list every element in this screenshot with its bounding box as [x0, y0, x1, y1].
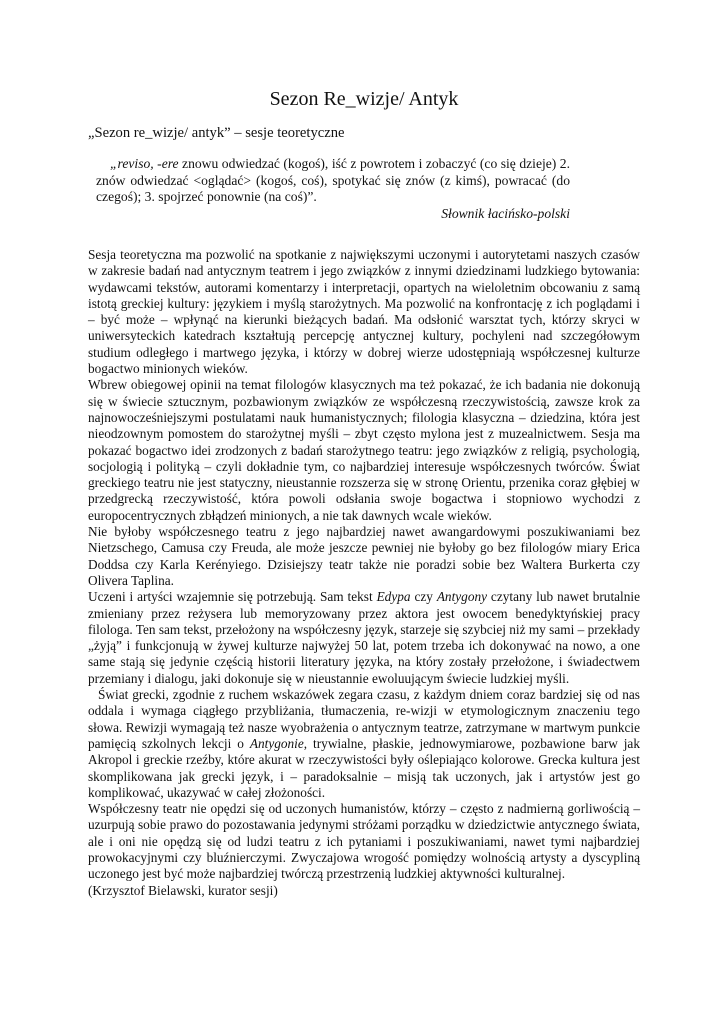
- paragraph-4-text-c: czy: [410, 589, 437, 605]
- page-title: Sezon Re_wizje/ Antyk: [269, 88, 459, 110]
- signature: (Krzysztof Bielawski, kurator sesji): [88, 882, 278, 898]
- title-oedipus: Edypa: [376, 589, 411, 605]
- paragraph-5: [88, 687, 640, 801]
- paragraph-5-text-a: Świat grecki, zgodnie z ruchem wskazówek zegara czasu, z każdym dniem coraz bardziej się od nas oddala i wymaga ciągłego przybliżania, tłumaczenia, re-wizji w etymologicznym znaczeniu tego słowa. Rewizji wymagają też nasze wyobrażenia o antycznym teatrze, zatrzymane w martwym punkcie pamięcią szkolnych lekcji o: [88, 687, 640, 751]
- paragraph-4-text-e: czytany lub nawet brutalnie zmieniany przez reżysera lub memoryzowany przez aktora jest owocem benedyktyńskiej pracy filologa. Ten sam tekst, przełożony na współczesny język, starzeje się szybciej niż my sami – przekłady „żyją” i funkcjonują w żywej kulturze najwyżej 50 lat, potem trzeba ich dokonywać na nowo, a one same stają się jedynie częścią historii literatury języka, na który zostały przełożone, i świadectwem przemiany i dialogu, jaki dokonuje się w nieustannie ewoluującym świecie ludzkiej myśli.: [88, 589, 640, 686]
- essay-body: [88, 247, 640, 899]
- paragraph-1: Sesja teoretyczna ma pozwolić na spotkanie z największymi uczonymi i autorytetami naszych czasów w zakresie badań nad antycznym teatrem i jego związków z innymi dziedzinami ludzkiego bytowania: wydawcami tekstów, autorami komentarzy i interpretacji, opartych na wieloletnim obcowaniu z samą istotą greckiej kultury: językiem i myślą starożytnych. Ma pozwolić na konfrontację z ich poglądami i – być może – wpłynąć na kierunki bieżących badań. Ma odsłonić warsztat tych, którzy skryci w uniwersyteckich katedrach kształtują percepcję antycznej kultury, pochyleni nad szczegółowym studium odległego i martwego języka, i którzy w dobrej wierze udostępniają współczesnej kulturze bogactwo minionych wieków.: [88, 247, 640, 377]
- title-antigone-2: Antygonie: [249, 735, 304, 751]
- dictionary-quote: [96, 156, 570, 222]
- title-antigone: Antygony: [436, 589, 488, 605]
- paragraph-3: Nie byłoby współczesnego teatru z jego najbardziej nawet awangardowymi poszukiwaniami bez Nietzschego, Camusa czy Freuda, ale może jeszcze pewniej nie byłoby go bez filologów miary Erica Doddsa czy Karla Kerényiego. Dzisiejszy teatr także nie poradzi sobie bez Waltera Burkerta czy Olivera Taplina.: [88, 524, 640, 588]
- paragraph-2: Wbrew obiegowej opinii na temat filologów klasycznych ma też pokazać, że ich badania nie dokonują się w świecie sztucznym, pozbawionym związków ze współczesną rzeczywistością, zawsze krok za najnowocześniejszymi postulatami nauk humanistycznych; filologia klasyczna – dziedzina, która jest nieodzownym pomostem do starożytnej myśli – zbyt często mylona jest z muzealnictwem. Sesja ma pokazać bogactwo idei zrodzonych z badań starożytnego teatru: jego związków z religią, psychologią, socjologią i polityką – czyli dokładnie tym, co najbardziej interesuje współczesnych twórców. Świat greckiego teatru nie jest statyczny, nieustannie rozszerza się w stronę Orientu, przenika coraz głębiej w przedgrecką rzeczywistość, która powoli odsłania swoje bogactwa i stopniowo wychodzi z europocentrycznych zbłądzeń minionych, a nie tak dawnych wcale wieków.: [88, 377, 640, 523]
- paragraph-4: [88, 589, 640, 687]
- page-subtitle: „Sezon re_wizje/ antyk” – sesje teoretyczne: [88, 125, 345, 141]
- quote-text: [96, 156, 570, 206]
- paragraph-4-text-a: Uczeni i artyści wzajemnie się potrzebują. Sam tekst: [88, 589, 377, 605]
- paragraph-6: Współczesny teatr nie opędzi się od uczonych humanistów, którzy – często z nadmierną gorliwością – uzurpują sobie prawo do pozostawania jedynymi stróżami porządku w dziedzictwie antycznego świata, ale i oni nie opędzą się od ludzi teatru z ich pytaniami i poszukiwaniami, nawet tymi najbardziej prowokacyjnymi czy bluźnierczymi. Zwyczajowa wrogość pomiędzy wolnością artysty a dyscypliną uczonego jest być może najbardziej twórczą przestrzenią ludzkiej aktywności kulturalnej.: [88, 801, 640, 882]
- quote-source: Słownik łacińsko-polski: [441, 205, 570, 221]
- paragraph-5-text-c: , trywialne, płaskie, jednowymiarowe, pozbawione barw jak Akropol i greckie rzeźby, które akurat w rzeczywistości były oślepiająco kolorowe. Grecka kultura jest skomplikowana jak grecki język, i – paradoksalnie – misją tak uczonych, jak i artystów jest go komplikować, ukazywać w całej złożoności.: [88, 735, 640, 800]
- quote-definition: znowu odwiedzać (kogoś), iść z powrotem i zobaczyć (co się dzieje) 2. znów odwiedzać <oglądać> (kogoś, coś), spotykać się znów (z kimś), powracać (do czegoś); 3. spojrzeć ponownie (na coś)”.: [96, 156, 571, 204]
- quote-term: „reviso, -ere: [110, 156, 179, 171]
